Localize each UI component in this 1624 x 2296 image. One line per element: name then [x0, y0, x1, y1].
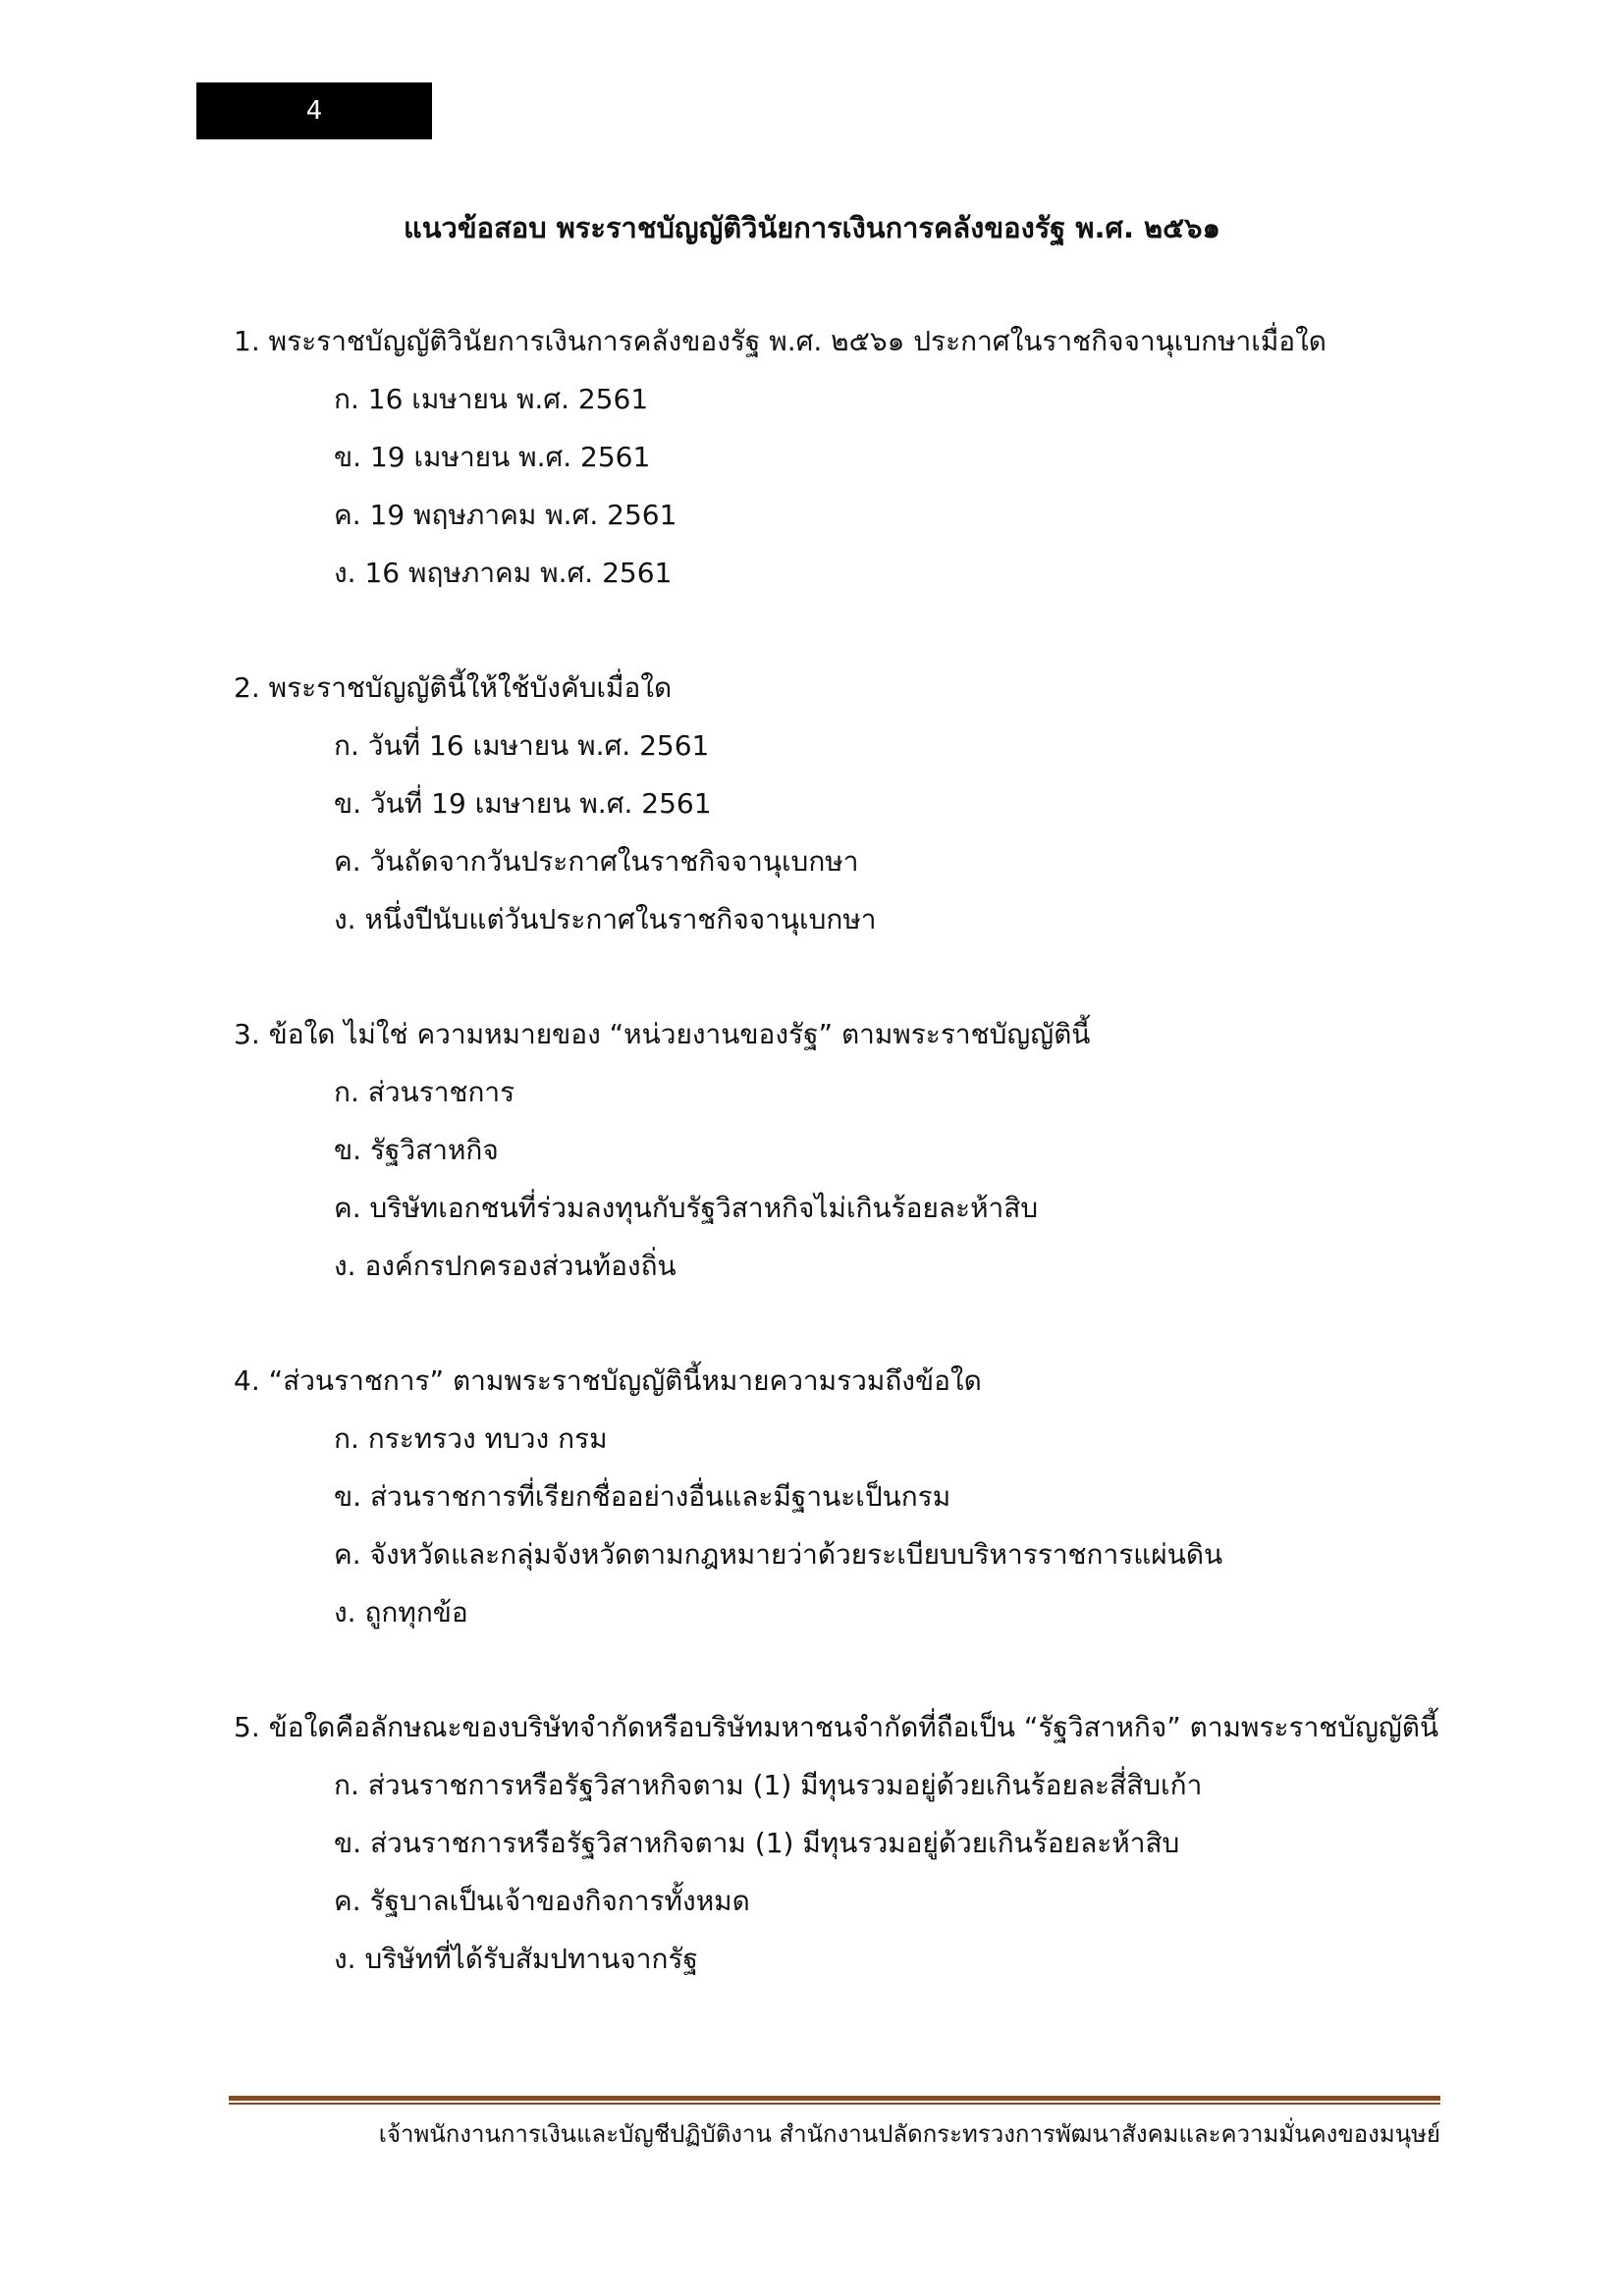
- page-number: 4: [196, 82, 432, 139]
- document-title: แนวข้อสอบ พระราชบัญญัติวินัยการเงินการคลังของรัฐ พ.ศ. ๒๕๖๑: [404, 211, 1220, 244]
- question-text: 3. ข้อใด ไม่ใช่ ความหมายของ “หน่วยงานของรัฐ” ตามพระราชบัญญัตินี้: [234, 1018, 1091, 1050]
- question-4: [234, 1352, 1451, 1641]
- choice-b: ข. ส่วนราชการหรือรัฐวิสาหกิจตาม (1) มีทุนรวมอยู่ด้วยเกินร้อยละห้าสิบ: [334, 1827, 1180, 1859]
- choice-d: ง. หนึ่งปีนับแต่วันประกาศในราชกิจจานุเบกษา: [334, 903, 877, 935]
- question-text: 1. พระราชบัญญัติวินัยการเงินการคลังของรัฐ พ.ศ. ๒๕๖๑ ประกาศในราชกิจจานุเบกษาเมื่อใด: [234, 325, 1326, 357]
- question-1: [234, 312, 1451, 602]
- choice-c: ค. 19 พฤษภาคม พ.ศ. 2561: [334, 499, 677, 531]
- question-text: 2. พระราชบัญญัตินี้ให้ใช้บังคับเมื่อใด: [234, 671, 673, 704]
- choice-b: ข. รัฐวิสาหกิจ: [334, 1134, 499, 1166]
- choice-a: ก. วันที่ 16 เมษายน พ.ศ. 2561: [334, 729, 710, 762]
- choice-c: ค. จังหวัดและกลุ่มจังหวัดตามกฎหมายว่าด้วยระเบียบบริหารราชการแผ่นดิน: [334, 1538, 1223, 1571]
- footer-text: เจ้าพนักงานการเงินและบัญชีปฏิบัติงาน สำนักงานปลัดกระทรวงการพัฒนาสังคมและความมั่นคงของมนุษย์: [378, 2120, 1440, 2148]
- footer-divider-thin: [229, 2103, 1440, 2105]
- question-text: 5. ข้อใดคือลักษณะของบริษัทจำกัดหรือบริษัทมหาชนจำกัดที่ถือเป็น “รัฐวิสาหกิจ” ตามพระราชบัญญัตินี้: [234, 1711, 1439, 1743]
- question-5: [234, 1698, 1451, 1988]
- choice-d: ง. ถูกทุกข้อ: [334, 1596, 468, 1629]
- question-3: [234, 1005, 1451, 1295]
- choice-a: ก. ส่วนราชการ: [334, 1076, 515, 1108]
- choice-b: ข. 19 เมษายน พ.ศ. 2561: [334, 441, 651, 473]
- choice-c: ค. บริษัทเอกชนที่ร่วมลงทุนกับรัฐวิสาหกิจไม่เกินร้อยละห้าสิบ: [334, 1192, 1039, 1224]
- choice-b: ข. ส่วนราชการที่เรียกชื่ออย่างอื่นและมีฐานะเป็นกรม: [334, 1480, 951, 1513]
- choice-a: ก. กระทรวง ทบวง กรม: [334, 1422, 608, 1455]
- choice-a: ก. ส่วนราชการหรือรัฐวิสาหกิจตาม (1) มีทุนรวมอยู่ด้วยเกินร้อยละสี่สิบเก้า: [334, 1769, 1203, 1801]
- choice-d: ง. 16 พฤษภาคม พ.ศ. 2561: [334, 557, 673, 589]
- choice-d: ง. องค์กรปกครองส่วนท้องถิ่น: [334, 1250, 677, 1282]
- footer-divider: [229, 2096, 1440, 2101]
- choice-d: ง. บริษัทที่ได้รับสัมปทานจากรัฐ: [334, 1943, 698, 1975]
- choice-c: ค. รัฐบาลเป็นเจ้าของกิจการทั้งหมด: [334, 1885, 750, 1917]
- choice-c: ค. วันถัดจากวันประกาศในราชกิจจานุเบกษา: [334, 845, 859, 878]
- question-text: 4. “ส่วนราชการ” ตามพระราชบัญญัตินี้หมายความรวมถึงข้อใด: [234, 1364, 982, 1397]
- question-2: [234, 659, 1451, 948]
- choice-b: ข. วันที่ 19 เมษายน พ.ศ. 2561: [334, 787, 712, 820]
- choice-a: ก. 16 เมษายน พ.ศ. 2561: [334, 383, 649, 415]
